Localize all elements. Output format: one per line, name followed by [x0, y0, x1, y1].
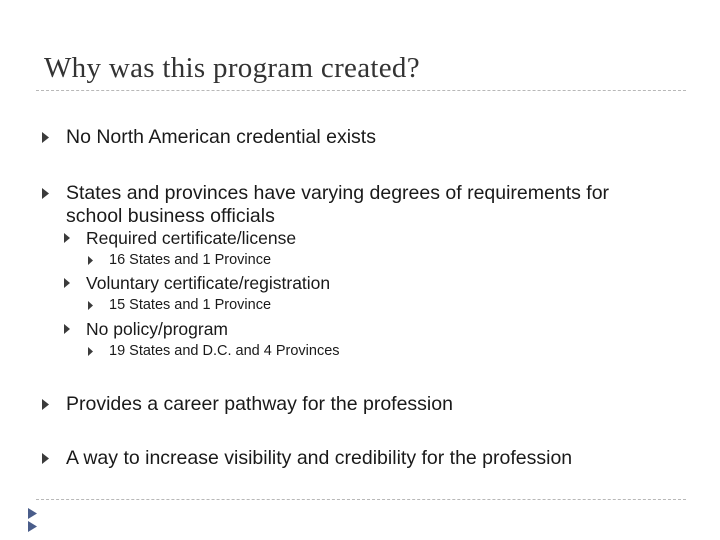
sub-sub-bullet-no-policy-count [88, 343, 340, 360]
sub-bullet-no-policy [64, 319, 228, 340]
bullet-text-line2: school business officials [66, 205, 275, 227]
footer-divider [36, 499, 686, 500]
sub-sub-bullet-text: 15 States and 1 Province [109, 297, 272, 313]
bullet-no-credential [42, 126, 376, 149]
triangle-right-icon [64, 278, 86, 288]
sub-sub-bullet-text: 16 States and 1 Province [109, 252, 272, 268]
sub-bullet-text: Voluntary certificate/registration [86, 273, 331, 293]
triangle-right-icon [88, 347, 109, 356]
sub-sub-bullet-required-count [88, 252, 271, 269]
triangle-right-icon [88, 256, 109, 265]
bullet-career-pathway [42, 393, 453, 416]
triangle-right-icon [42, 453, 66, 464]
bullet-varying-requirements [42, 182, 609, 228]
triangle-right-icon [88, 301, 109, 310]
bullet-text: A way to increase visibility and credibility for the profession [66, 447, 573, 469]
triangle-right-icon [42, 188, 66, 199]
sub-bullet-text: No policy/program [86, 319, 228, 339]
triangle-right-icon [42, 132, 66, 143]
bullet-text: Provides a career pathway for the profession [66, 393, 453, 415]
bullet-text: No North American credential exists [66, 126, 376, 148]
triangle-right-icon [42, 399, 66, 410]
title-divider [36, 90, 686, 91]
bullet-visibility [42, 447, 572, 470]
sub-bullet-voluntary [64, 273, 330, 294]
sub-bullet-required [64, 228, 296, 249]
slide-nav-icon[interactable] [24, 506, 42, 539]
slide-title: Why was this program created? [44, 52, 420, 84]
sub-sub-bullet-voluntary-count [88, 297, 271, 314]
sub-sub-bullet-text: 19 States and D.C. and 4 Provinces [109, 343, 340, 359]
triangle-right-icon [64, 324, 86, 334]
bullet-text-line1: States and provinces have varying degrees of requirements for [66, 182, 610, 204]
sub-bullet-text: Required certificate/license [86, 228, 297, 248]
triangle-right-icon [64, 233, 86, 243]
